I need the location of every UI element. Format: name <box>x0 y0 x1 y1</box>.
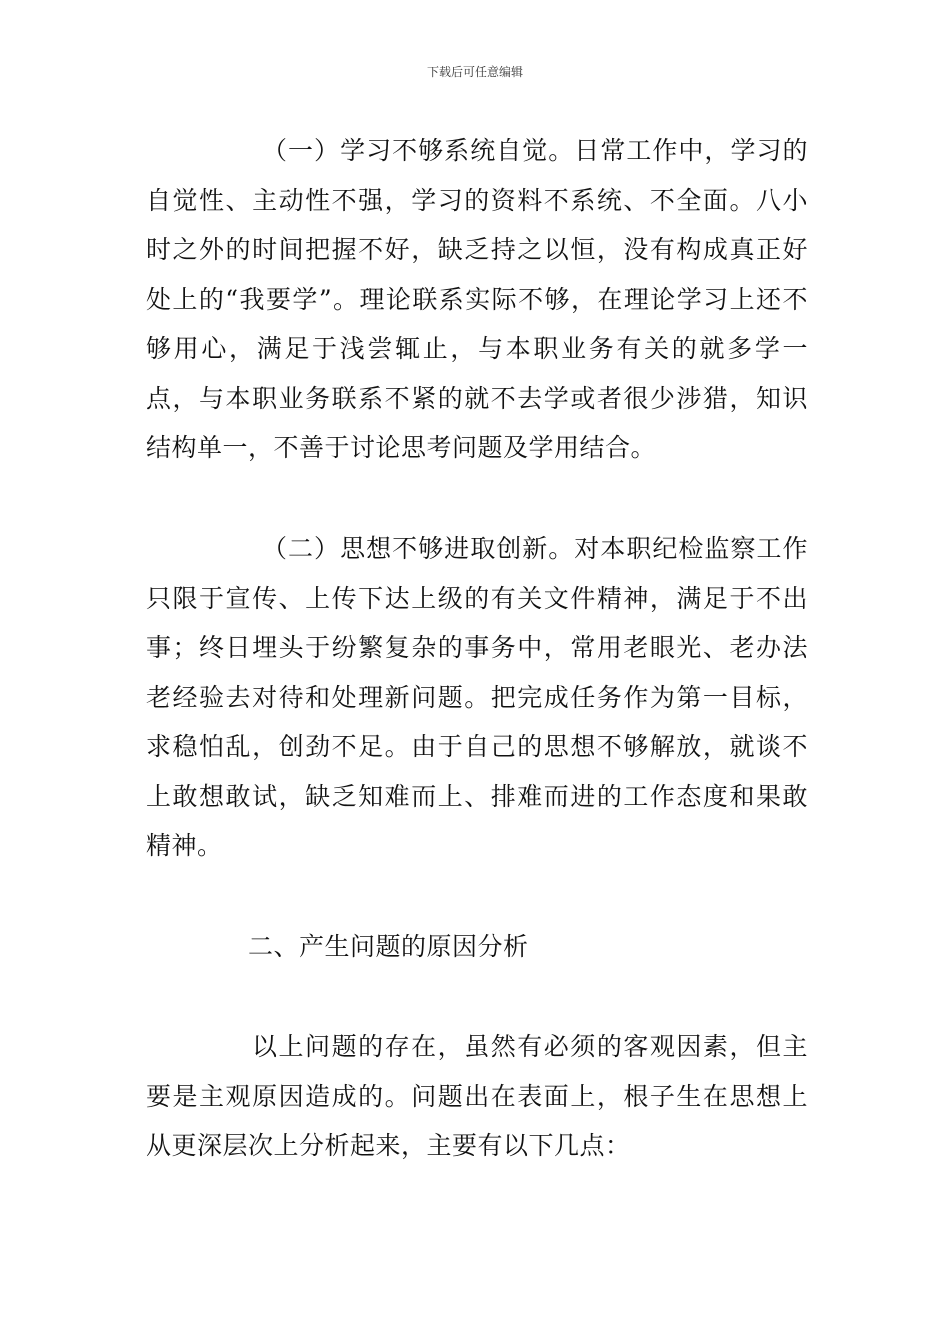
paragraph-learning-issue: （一）学习不够系统自觉。日常工作中，学习的自觉性、主动性不强，学习的资料不系统、不全面。八小时之外的时间把握不好，缺乏持之以恒，没有构成真正好处上的“我要学”。理论联系实际不够，在理论学习上还不够用心，满足于浅尝辄止，与本职业务有关的就多学一点，与本职业务联系不紧的就不去学或者很少涉猎，知识结构单一，不善于讨论思考问题及学用结合。 <box>146 136 808 462</box>
page-header-note: 下载后可任意编辑 <box>426 65 523 79</box>
paragraph-cause-intro: 以上问题的存在，虽然有必须的客观因素，但主要是主观原因造成的。问题出在表面上，根子生在思想上从更深层次上分析起来，主要有以下几点： <box>146 1032 808 1160</box>
section-heading-cause-analysis: 二、产生问题的原因分析 <box>248 932 529 961</box>
paragraph-thinking-issue: （二）思想不够进取创新。对本职纪检监察工作只限于宣传、上传下达上级的有关文件精神，满足于不出事；终日埋头于纷繁复杂的事务中，常用老眼光、老办法老经验去对待和处理新问题。把完成任务作为第一目标，求稳怕乱，创劲不足。由于自己的思想不够解放，就谈不上敢想敢试，缺乏知难而上、排难而进的工作态度和果敢精神。 <box>146 534 808 860</box>
